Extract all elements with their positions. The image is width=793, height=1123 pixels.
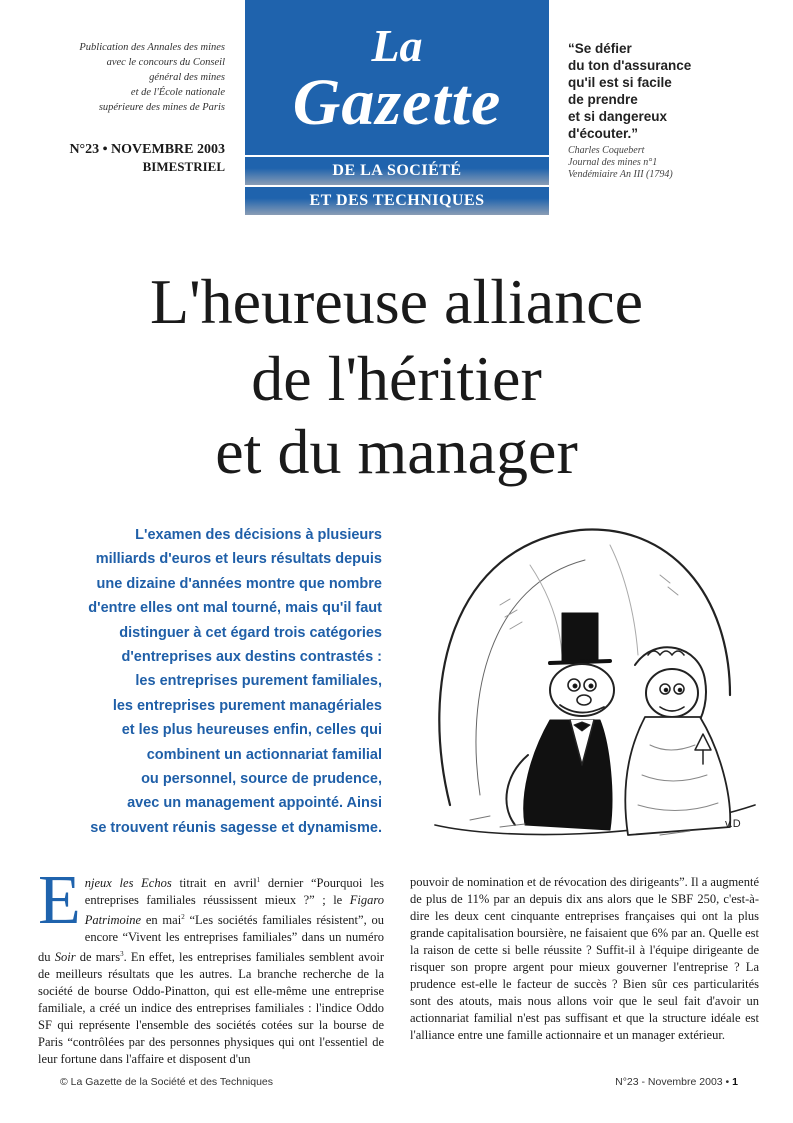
body-text: dernier “Pourquoi les entreprises familiales réussissent mieux ?” ; le	[84, 876, 384, 908]
publication-info-line: général des mines	[149, 72, 225, 83]
page-number: 1	[732, 1076, 738, 1088]
body-text: titrait en avril	[171, 876, 257, 891]
publication-info-line: avec le concours du Conseil	[106, 57, 225, 68]
publication-info	[40, 40, 225, 115]
quote-author: Charles Coquebert	[568, 145, 645, 156]
publication-info-line: Publication des Annales des mines	[79, 42, 225, 53]
masthead-subtitle-1: DE LA SOCIÉTÉ	[245, 157, 549, 185]
article-column-left	[38, 862, 385, 1068]
source-name: Soir	[54, 950, 76, 965]
body-text: . En effet, les entreprises familiales semblent avoir de meilleurs résultats que les autres. La branche recherche de la société de bourse Oddo-Pinatton, qui est elle-même une entreprise familiale, a créé un indice des entreprises familiales : l'indice Oddo SF qui représente l'ensemble des sociétés cotées sur la bourse de Paris “contrôlées par des personnes physiques qui ont l'essentiel de leur fortune dans l'affaire et disposent d'un	[38, 950, 385, 1067]
quote-date: Vendémiaire An III (1794)	[568, 169, 673, 180]
masthead-subtitle-2: ET DES TECHNIQUES	[245, 187, 549, 215]
masthead-la: La	[371, 20, 423, 71]
cartoon-illustration	[410, 505, 775, 845]
masthead-logo	[245, 0, 549, 155]
footer-copyright: © La Gazette de la Société et des Techniques	[60, 1076, 274, 1088]
headline-line-1: L'heureuse alliance	[149, 266, 644, 337]
body-text: en mai	[141, 913, 182, 928]
source-name: Figaro Patrimoine	[84, 893, 384, 928]
epigraph-quote: “Se défier du ton d'assurance qu'il est si facile de prendre et si dangereux d'écouter.”	[568, 41, 692, 141]
publication-info-line: supérieure des mines de Paris	[98, 102, 225, 113]
drop-cap: E	[38, 862, 81, 939]
publication-info-line: et de l'École nationale	[130, 87, 225, 98]
illustration-signature: v.D	[725, 818, 741, 830]
footnote-ref: 2	[181, 913, 185, 922]
periodicity: BIMESTRIEL	[142, 159, 225, 174]
body-text: “Les sociétés familiales résistent”, ou encore “Vivent les entreprises familiales” dans un numéro du	[38, 913, 385, 965]
footer-issue-text: N°23 - Novembre 2003 •	[615, 1076, 730, 1088]
body-text: de mars	[75, 950, 121, 965]
headline-line-3: et du manager	[215, 416, 578, 487]
footer-issue	[615, 1076, 738, 1088]
source-name: njeux les Echos	[84, 876, 172, 891]
quote-source: Journal des mines n°1	[568, 157, 658, 168]
article-intro: L'examen des décisions à plusieurs milliards d'euros et leurs résultats depuis une dizaine d'années montre que nombre d'entre elles ont mal tourné, mais qu'il faut distinguer à cet égard trois catégories d'entreprises aux destins contrastés : les entreprises purement familiales, les entreprises purement managériales et les plus heureuses enfin, celles qui combinent un actionnariat familial ou personnel, source de prudence, avec un management appointé. Ainsi se trouvent réunis sagesse et dynamisme.	[88, 527, 382, 836]
masthead-gazette: Gazette	[292, 66, 502, 139]
headline-line-2: de l'héritier	[251, 343, 542, 414]
footnote-ref: 3	[120, 950, 124, 959]
article-column-right: pouvoir de nomination et de révocation des dirigeants”. Il a augmenté de plus de 11% par an depuis dix ans alors que le SBF 250, c'est-à-dire les deux cent cinquante entreprises françaises qui ont la plus grande capitalisation boursière, ne faisaient que 6% par an. Quelle est la raison de cette si belle réussite ? Suffit-il à l'équipe dirigeante de risquer son propre argent pour mieux gouverner l'entreprise ? La prudence est-elle le facteur de succès ? Bien sûr ces particularités sont des atouts, mais nous allons voir que le seul fait d'avoir un actionnariat familial n'est pas suffisant et que la structure idéale est l'alliance entre une famille actionnaire et un manager extérieur.	[410, 875, 759, 1042]
issue-number: N°23 • NOVEMBRE 2003	[69, 142, 225, 157]
footnote-ref: 1	[256, 876, 261, 884]
